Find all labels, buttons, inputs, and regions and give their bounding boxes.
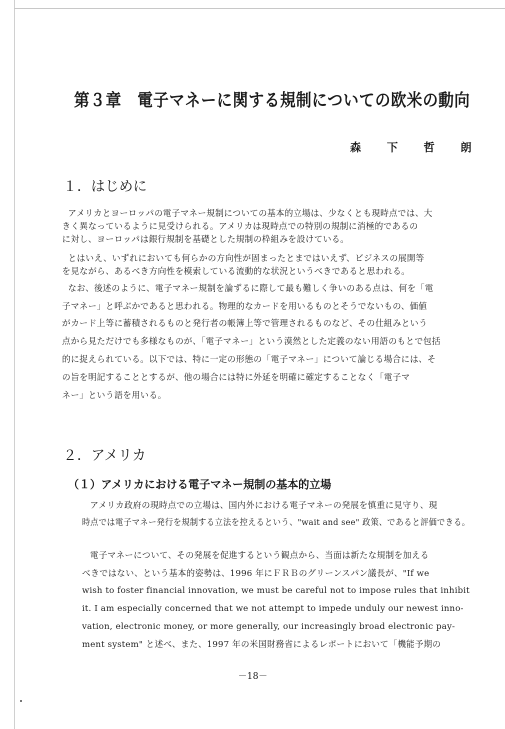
body-line: を見ながら、あるべき方向性を模索している流動的な状況というべきであると思われる。 [62, 267, 411, 277]
body-line: とはいえ、いずれにおいても何らかの方向性が固まったとまではいえず、ビジネスの展開等 [68, 254, 425, 264]
body-line: 時点では電子マネー発行を規制する立法を控えるという、"wait and see" 政策、であると評価できる。 [82, 518, 471, 528]
body-line: がカード上等に蓄積されるものと発行者の帳簿上等で管理されるものなど、その仕組みという [62, 319, 428, 329]
section-1-heading: １．はじめに [63, 179, 147, 195]
section-2-heading: ２．アメリカ [63, 448, 147, 464]
body-line: なお、後述のように、電子マネー規制を論ずるに際して最も難しく争いのある点は、何を「電 [68, 284, 434, 294]
body-line: it. I am especially concerned that we not attempt to impede unduly our newest inno- [82, 604, 464, 614]
body-line: wish to foster financial innovation, we must be careful not to impose rules that inhibit [82, 586, 470, 596]
body-line: ネー」という語を用いる。 [62, 391, 167, 401]
body-line: に対し、ヨーロッパは銀行規制を基礎とした規制の枠組みを設けている。 [62, 235, 349, 245]
body-line: 子マネー」と呼ぶかであると思われる。物理的なカードを用いるものとそうでないもの、価値 [62, 302, 428, 312]
page-edge-line [14, 0, 15, 729]
scan-speck [20, 700, 22, 702]
body-line: 電子マネーについて、その発展を促進するという観点から、当面は新たな規制を加える [90, 551, 429, 561]
section-2-subheading: （１）アメリカにおける電子マネー規制の基本的立場 [68, 478, 332, 491]
page-top-line [14, 8, 505, 9]
author-name: 森 下 哲 朗 [350, 141, 483, 154]
body-line: vation, electronic money, or more generally, our increasingly broad electronic pay- [82, 622, 456, 632]
body-line: 的に捉えられている。以下では、特に一定の形態の「電子マネー」について論じる場合には、そ [62, 355, 436, 365]
body-line: 点から見ただけでも多様なものが、「電子マネー」という漠然とした定義のない用語のもとで包括 [62, 337, 441, 347]
body-line: べきではない、という基本的姿勢は、1996 年にＦＲＢのグリーンスパン議長が、"If we [82, 569, 430, 579]
page-number: －18－ [238, 672, 268, 682]
body-line: きく異なっているように見受けられる。アメリカは現時点での特別の規制に消極的であるの [62, 222, 419, 232]
chapter-title: 第３章 電子マネーに関する規制についての欧米の動向 [74, 91, 471, 111]
body-line: の旨を明記することとするが、他の場合には特に外延を明確に確定することなく「電子マ [62, 373, 411, 383]
body-line: アメリカとヨーロッパの電子マネー規制についての基本的立場は、少なくとも現時点では、大 [68, 209, 433, 219]
body-line: アメリカ政府の現時点での立場は、国内外における電子マネーの発展を慎重に見守り、現 [90, 501, 438, 511]
body-line: ment system" と述べ、また、1997 年の米国財務省によるレポートにおいて「機能予期の [82, 640, 441, 650]
